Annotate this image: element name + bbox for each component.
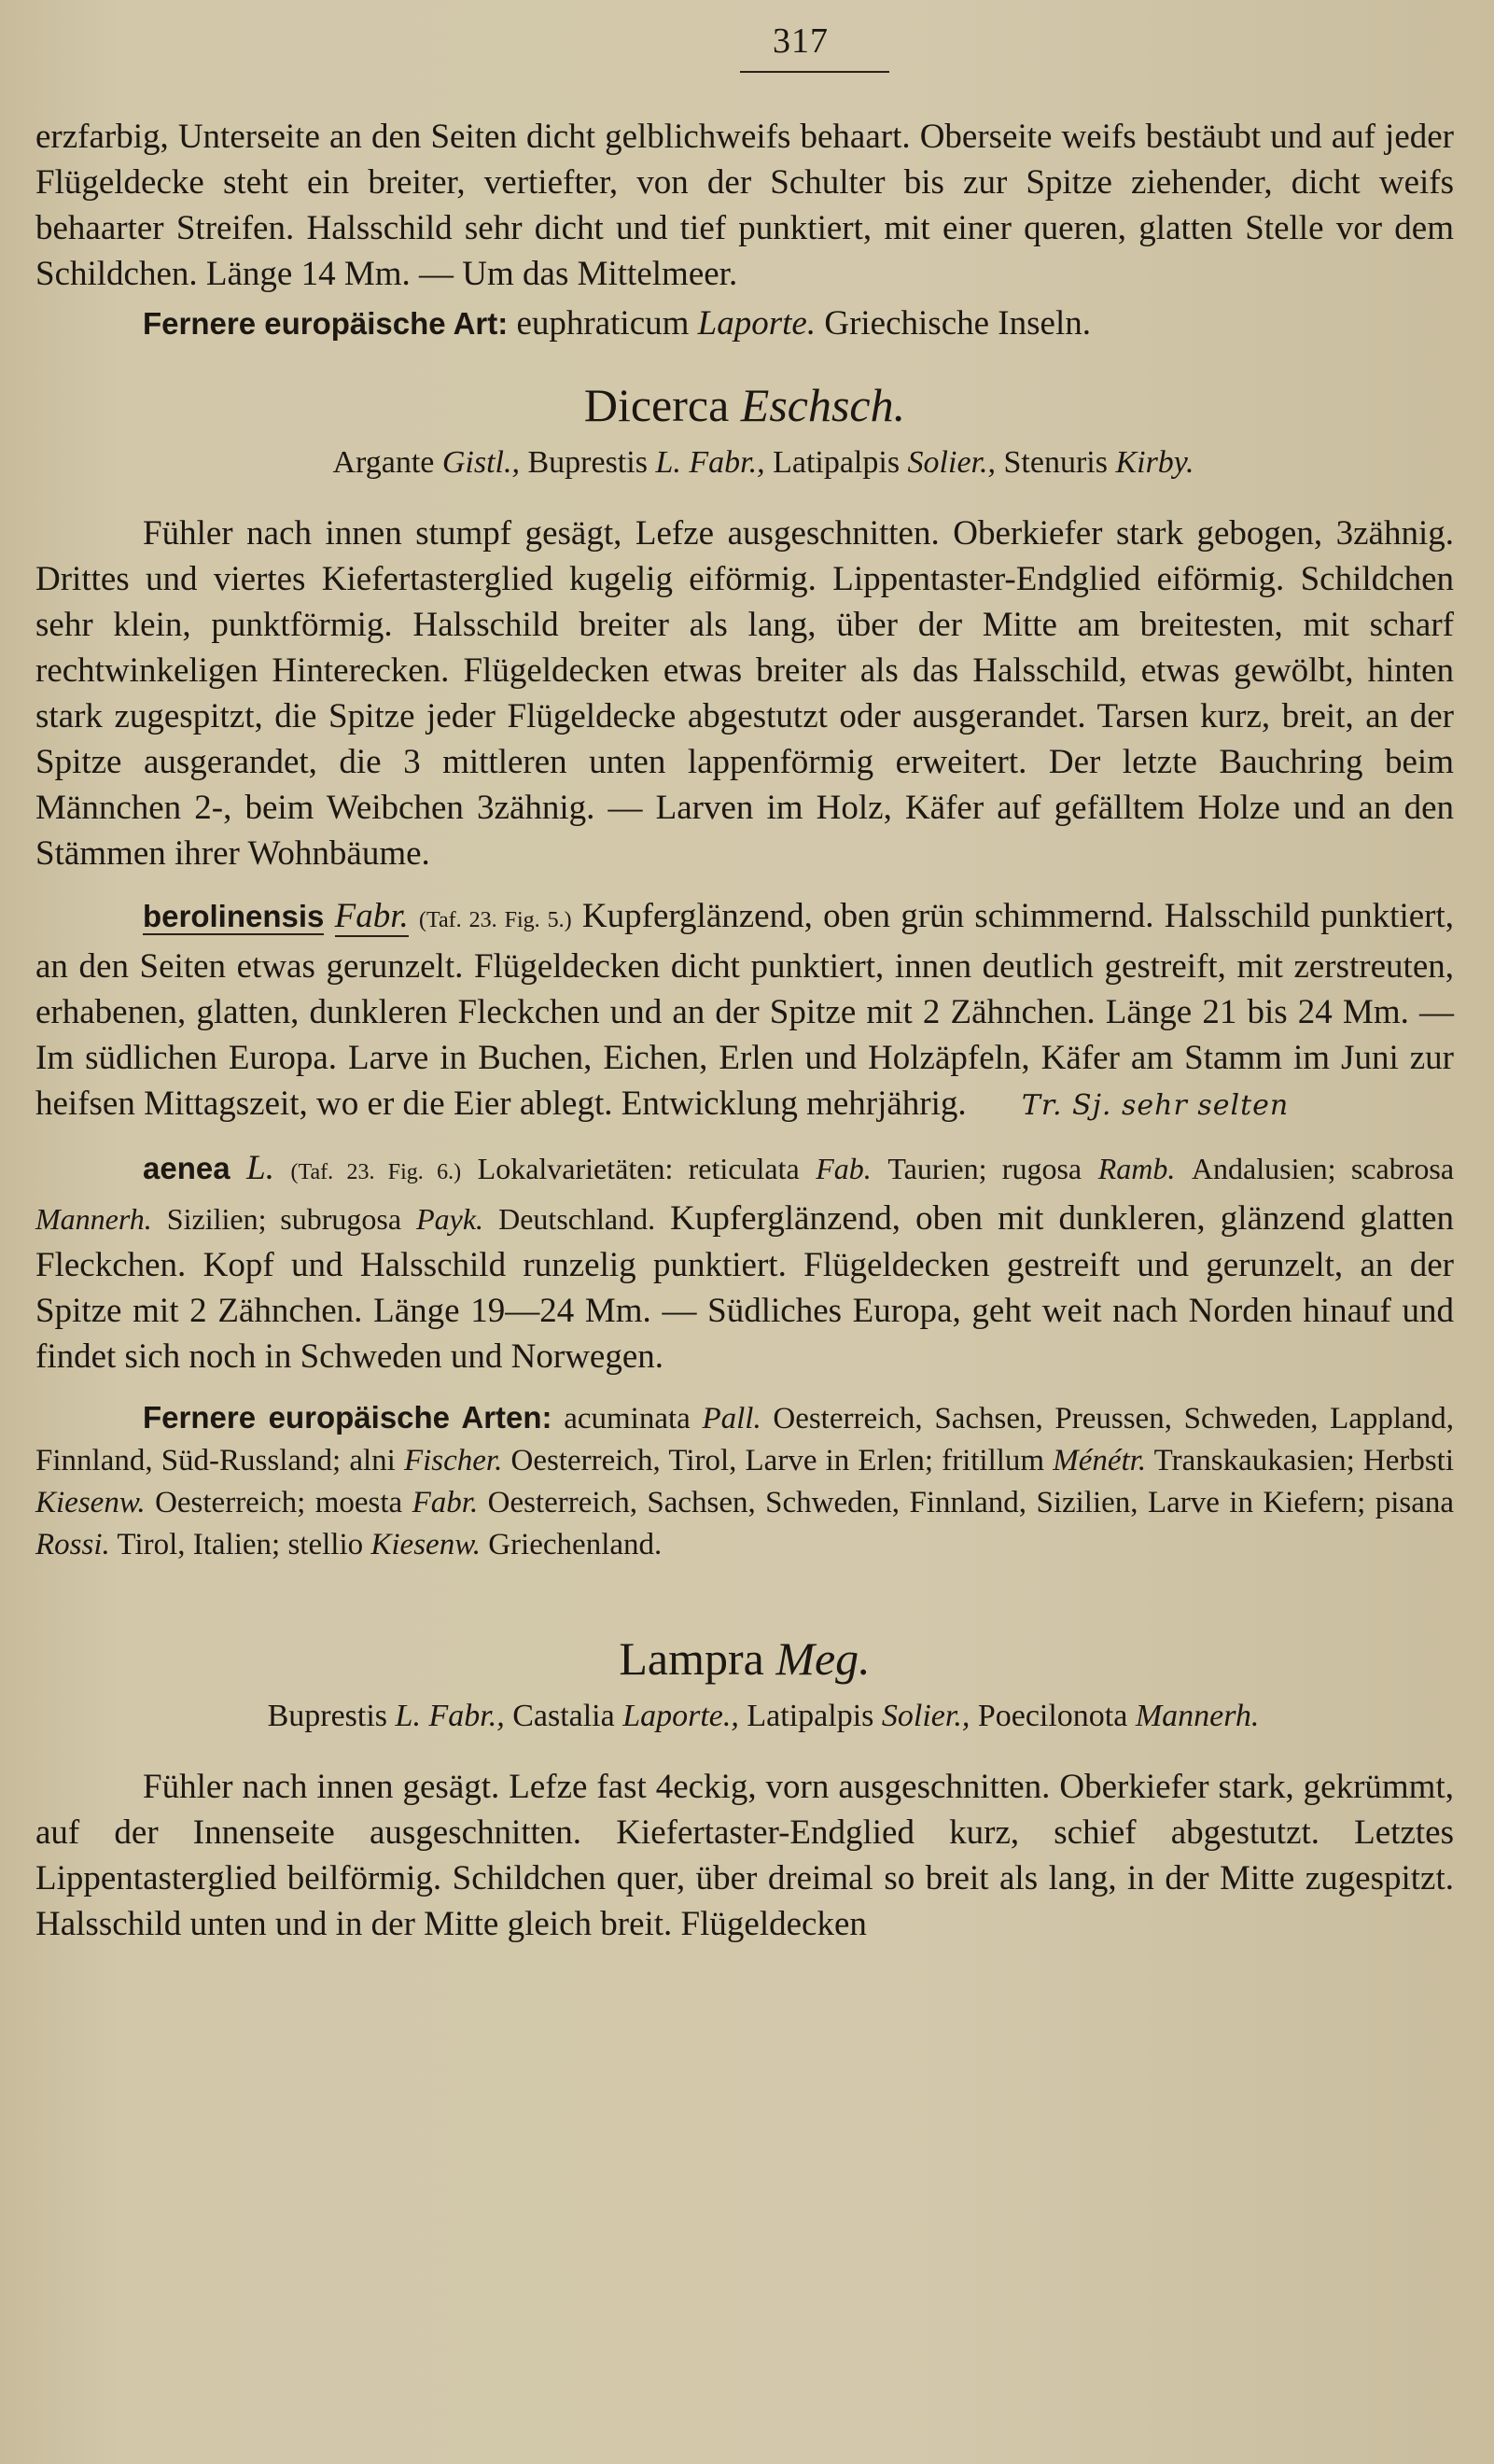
variety-text: Lokalvarietäten: reticulata	[477, 1152, 800, 1185]
page-content	[35, 21, 1454, 1947]
variety-text: Sizilien; subrugosa	[166, 1202, 402, 1236]
synonym: Argante	[332, 445, 435, 480]
handwritten-note: Tr. Sj. sehr selten	[1021, 1089, 1290, 1122]
species-text: Oesterreich, Sachsen, Schweden, Finnland, Sizilien, Larve in Kiefern; pisana	[487, 1486, 1455, 1519]
variety-author: Payk.	[416, 1202, 484, 1236]
fernere-label: Fernere europäische Art:	[143, 306, 509, 341]
synonym-author: Mannerh.	[1135, 1699, 1260, 1733]
variety-author: Mannerh.	[35, 1202, 152, 1236]
plate-reference: (Taf. 23. Fig. 6.)	[290, 1160, 462, 1184]
variety-author: Fab.	[816, 1152, 872, 1185]
species-author: Kiesenw.	[370, 1528, 482, 1561]
species-entry-aenea	[35, 1145, 1454, 1379]
synonym-author: Solier.,	[907, 445, 996, 480]
synonym-author: Solier.,	[881, 1699, 970, 1733]
synonym: Buprestis	[267, 1699, 388, 1733]
species-text: Transkaukasien; Herbsti	[1153, 1444, 1455, 1477]
synonym-author: L. Fabr.,	[655, 445, 765, 480]
genus-name: Lampra	[619, 1632, 764, 1685]
variety-author: Ramb.	[1097, 1152, 1176, 1185]
plate-reference: (Taf. 23. Fig. 5.)	[419, 908, 572, 932]
synonyms-dicerca	[35, 445, 1454, 481]
species-author: Fabr.	[412, 1486, 479, 1519]
synonym-author: Laporte.,	[622, 1699, 739, 1733]
synonym: Latipalpis	[773, 445, 901, 480]
species-text: Tirol, Italien; stellio	[117, 1528, 364, 1561]
species-author: Kiesenw.	[35, 1486, 146, 1519]
species-description: Kupferglänzend, oben grün schimmernd. Halsschild punktiert, an den Seiten etwas gerunzelt. Flügeldecken dicht punktiert, innen deutlich gestreift, mit zerstreuten, erhabenen, glatten, dunkleren Fleckchen und an der Spitze mit 2 Zähnchen. Länge 21 bis 24 Mm. — Im südlichen Europa. Larve in Buchen, Eichen, Erlen und Holzäpfeln, Käfer am Stamm im Juni zur heifsen Mittagszeit, wo er die Eier ablegt. Entwicklung mehrjährig.	[35, 897, 1454, 1123]
species-text: acuminata	[564, 1402, 691, 1435]
synonyms-lampra	[35, 1699, 1454, 1734]
species-text: Oesterreich, Sachsen, Preussen, Schweden, Lappland, Finnland, Süd-Russland; alni	[35, 1402, 1455, 1477]
synonym: Buprestis	[527, 445, 648, 480]
species-author: Fabr.	[334, 897, 409, 935]
species-text: Griechenland.	[488, 1528, 663, 1561]
genus-author: Eschsch.	[740, 379, 906, 431]
intro-paragraph: erzfarbig, Unterseite an den Seiten dicht gelblichweifs behaart. Oberseite weifs bestäubt und auf jeder Flügeldecke steht ein breiter, vertiefter, von der Schulter bis zur Spitze ziehender, dicht weifs behaarter Streifen. Halsschild sehr dicht und tief punktiert, mit einer queren, glatten Stelle vor dem Schildchen. Länge 14 Mm. — Um das Mittelmeer.	[35, 118, 1454, 293]
species-name: berolinensis	[143, 899, 325, 933]
fernere-arten-paragraph	[35, 1396, 1454, 1566]
species-description: Kupferglänzend, oben mit dunkleren, glänzend glatten Fleckchen. Kopf und Halsschild runzelig punktiert. Flügeldecken gestreift und gerunzelt, an der Spitze mit 2 Zähnchen. Länge 19—24 Mm. — Südliches Europa, geht weit nach Norden hinauf und findet sich noch in Schweden und Norwegen.	[35, 1199, 1455, 1376]
synonym: Castalia	[512, 1699, 615, 1733]
species-author: Rossi.	[35, 1528, 110, 1561]
species-text: Oesterreich, Tirol, Larve in Erlen; fritillum	[510, 1444, 1045, 1477]
synonym-author: Gistl.,	[441, 445, 520, 480]
synonym-author: Kirby.	[1115, 445, 1194, 480]
species-author: Pall.	[702, 1402, 761, 1435]
species-author: Laporte.	[697, 304, 817, 343]
lampra-description: Fühler nach innen gesägt. Lefze fast 4eckig, vorn ausgeschnitten. Oberkiefer stark, gekrümmt, auf der Innenseite ausgeschnitten. Kiefertaster-Endglied kurz, schief abgestutzt. Letztes Lippentasterglied beilförmig. Schildchen quer, über dreimal so breit als lang, in der Mitte zugespitzt. Halsschild unten und in der Mitte gleich breit. Flügeldecken	[35, 1768, 1454, 1943]
species-text: Oesterreich; moesta	[155, 1486, 403, 1519]
dicerca-description: Fühler nach innen stumpf gesägt, Lefze ausgeschnitten. Oberkiefer stark gebogen, 3zähnig. Drittes und viertes Kiefertasterglied kugelig eiförmig. Lippentaster-Endglied eiförmig. Schildchen sehr klein, punktförmig. Halsschild breiter als lang, über der Mitte am breitesten, mit scharf rechtwinkeligen Hinterecken. Flügeldecken etwas breiter als das Halsschild, etwas gewölbt, hinten stark zugespitzt, die Spitze jeder Flügeldecke abgestutzt oder ausgerandet. Tarsen kurz, breit, an der Spitze ausgerandet, die 3 mittleren unten lappenförmig erweitert. Der letzte Bauchring beim Männchen 2-, beim Weibchen 3zähnig. — Larven im Holz, Käfer auf gefälltem Holze und an den Stämmen ihrer Wohnbäume.	[35, 514, 1454, 873]
species-locality: Griechische Inseln.	[824, 304, 1091, 343]
synonym: Stenuris	[1003, 445, 1108, 480]
genus-heading-dicerca	[35, 378, 1454, 432]
species-author: L.	[246, 1149, 274, 1187]
fernere-label: Fernere europäische Arten:	[143, 1400, 552, 1435]
species-author: Ménétr.	[1053, 1444, 1147, 1477]
variety-text: Andalusien; scabrosa	[1191, 1152, 1455, 1185]
species-name: euphraticum	[516, 304, 690, 343]
page-number: 317	[773, 21, 829, 61]
genus-heading-lampra	[35, 1631, 1454, 1686]
genus-name: Dicerca	[583, 379, 730, 431]
synonym-author: L. Fabr.,	[395, 1699, 505, 1733]
synonym: Poecilonota	[977, 1699, 1128, 1733]
species-entry-berolinensis	[35, 893, 1454, 1128]
species-name: aenea	[143, 1151, 230, 1185]
fernere-art-line	[35, 301, 1454, 346]
variety-text: Taurien; rugosa	[887, 1152, 1082, 1185]
variety-text: Deutschland.	[498, 1202, 656, 1236]
genus-author: Meg.	[775, 1632, 871, 1685]
synonym: Latipalpis	[747, 1699, 874, 1733]
species-author: Fischer.	[403, 1444, 503, 1477]
